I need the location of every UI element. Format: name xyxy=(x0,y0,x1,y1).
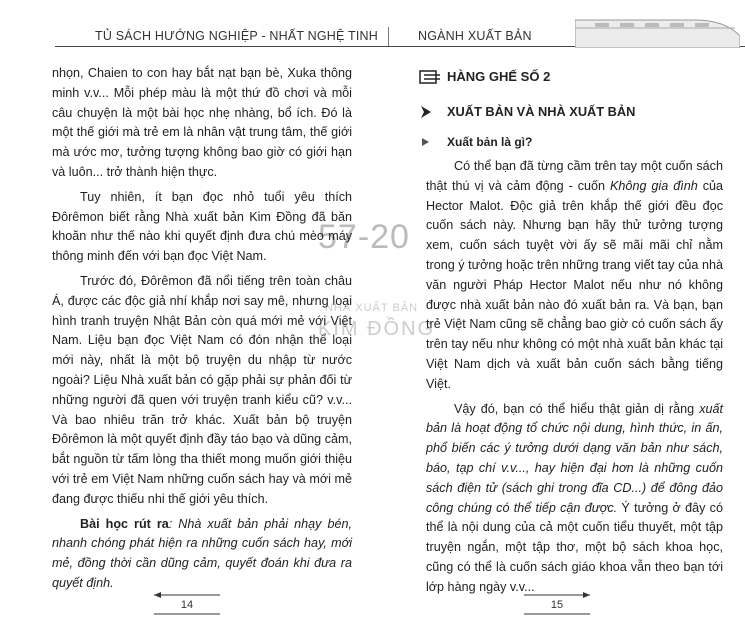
arrow-bullet-icon xyxy=(419,104,433,120)
watermark-years: 57-20 xyxy=(318,218,410,256)
publishing-definition: xuất bản là hoạt động tổ chức nội dung, hình thức, in ấn, phổ biến các ý tưởng dưới dạng văn bản như sách, báo, tạp chí v.v..., hay hiện đại hơn là những cuốn sách điện tử (sách ghi trong đĩa CD...) để đông đảo công chúng có thể tiếp cận được. xyxy=(426,401,723,515)
page-number-14: 14 xyxy=(180,599,194,611)
p1-text-a: Có thể bạn đã từng cầm trên tay một cuốn sách thật thú vị và cảm động - cuốn xyxy=(426,159,723,193)
triangle-bullet-icon xyxy=(419,135,431,149)
train-icon xyxy=(575,6,740,48)
watermark-publisher: NHÀ XUẤT BẢN xyxy=(325,302,419,314)
question-title: Xuất bản là gì? xyxy=(447,135,533,149)
header-divider xyxy=(388,27,389,47)
left-paragraph-1: nhọn, Chaien to con hay bắt nạt bạn bè, Xuka thông minh v.v... Mỗi phép màu là một thứ đồ chơi và mỗi câu chuyện là một bài học nhẹ nhàng, bổ ích. Đó là một thế giới mà trẻ em là nhân vật trung tâm, thế giới mà ước mơ, tưởng tượng không bao giờ có giới hạn và luôn... trở thành hiện thực. xyxy=(52,66,352,179)
right-running-title: NGÀNH XUẤT BẢN xyxy=(418,29,532,43)
right-page-number xyxy=(522,590,592,616)
right-page-body xyxy=(426,157,723,603)
section-title: HÀNG GHẾ SỐ 2 xyxy=(447,69,551,84)
left-paragraph-3: Trước đó, Đôrêmon đã nổi tiếng trên toàn châu Á, được các độc giả nhí khắp nơi say mê, nhưng loại hình tranh truyện Nhật Bản còn quá mới mẻ với Việt Nam. Liệu bạn đọc Việt Nam có đón nhận thể loại mới này, nhất là một bộ truyện du nhập từ nước ngoài? Liệu Nhà xuất bản có gặp phải sự phản đối từ những người đã quen với truyện tranh kiểu cũ? v.v... Và bao nhiêu trăn trở khác. Xuất bản bộ truyện Đôrêmon là một quyết định đầy táo bạo và dũng cảm, bắt nguồn từ tấm lòng tha thiết mong muốn giới thiệu với trẻ em Việt Nam những cuốn sách hay và mới mẻ đang được thiếu nhi thế giới yêu thích. xyxy=(52,273,352,506)
right-paragraph-1 xyxy=(426,157,723,395)
left-paragraph-2: Tuy nhiên, ít bạn đọc nhỏ tuổi yêu thích Đôrêmon biết rằng Nhà xuất bản Kim Đồng đã băn khoăn như thế nào khi quyết định đưa chú mèo máy thông minh đến với bạn đọc Việt Nam. xyxy=(52,189,352,264)
left-page-number xyxy=(152,590,222,616)
subsection-title: XUẤT BẢN VÀ NHÀ XUẤT BẢN xyxy=(447,104,636,119)
lesson-text: : Nhà xuất bản phải nhạy bén, nhanh chóng phát hiện ra những cuốn sách hay, mới mẻ, đồng thời cần dũng cảm, quyết đoán khi đưa ra quyết định. xyxy=(52,516,352,590)
p2-text-b: Ý tưởng ở đây có thể là nội dung của cả một cuốn tiểu thuyết, một tập truyện ngắn, một tập thơ, một bộ sách khoa học, cũng có thể là cuốn sách giáo khoa vẫn theo bạn tới lớp hàng ngày v.v... xyxy=(426,500,723,594)
p1-text-b: của Hector Malot. Độc giả trên khắp thế giới đều đọc cuốn sách này. Nhưng bạn hãy thử tưởng tượng xem, cuốn sách tuyệt vời ấy sẽ mãi mãi chỉ nằm trong ý tưởng hoặc trên những trang viết tay của nhà văn người Pháp Hector Malot nếu như nó không được nhà xuất bản nào đó xuất bản ra. Và bạn, bạn trẻ Việt Nam cũng sẽ chẳng bao giờ có cuốn sách ấy trên tay nếu như không có một nhà xuất bản khác tại Việt Nam dịch và xuất bản cuốn sách bằng tiếng Việt. xyxy=(426,178,723,391)
left-page-body xyxy=(52,64,352,599)
book-title: Không gia đình xyxy=(610,178,698,193)
page-number-15: 15 xyxy=(550,599,564,611)
section-marker-icon xyxy=(419,68,441,86)
subsection-heading xyxy=(419,104,636,125)
lesson-label: Bài học rút ra xyxy=(80,516,169,531)
right-paragraph-2 xyxy=(426,400,723,598)
watermark-kim-dong: KIM ĐỒNG xyxy=(318,318,436,340)
question-heading xyxy=(419,135,533,154)
p2-text-a: Vậy đó, bạn có thể hiểu thật giản dị rằng xyxy=(454,401,700,416)
left-running-title: TỦ SÁCH HƯỚNG NGHIỆP - NHẤT NGHỆ TINH xyxy=(95,29,378,43)
lesson-paragraph xyxy=(52,515,352,594)
section-heading xyxy=(419,68,551,88)
